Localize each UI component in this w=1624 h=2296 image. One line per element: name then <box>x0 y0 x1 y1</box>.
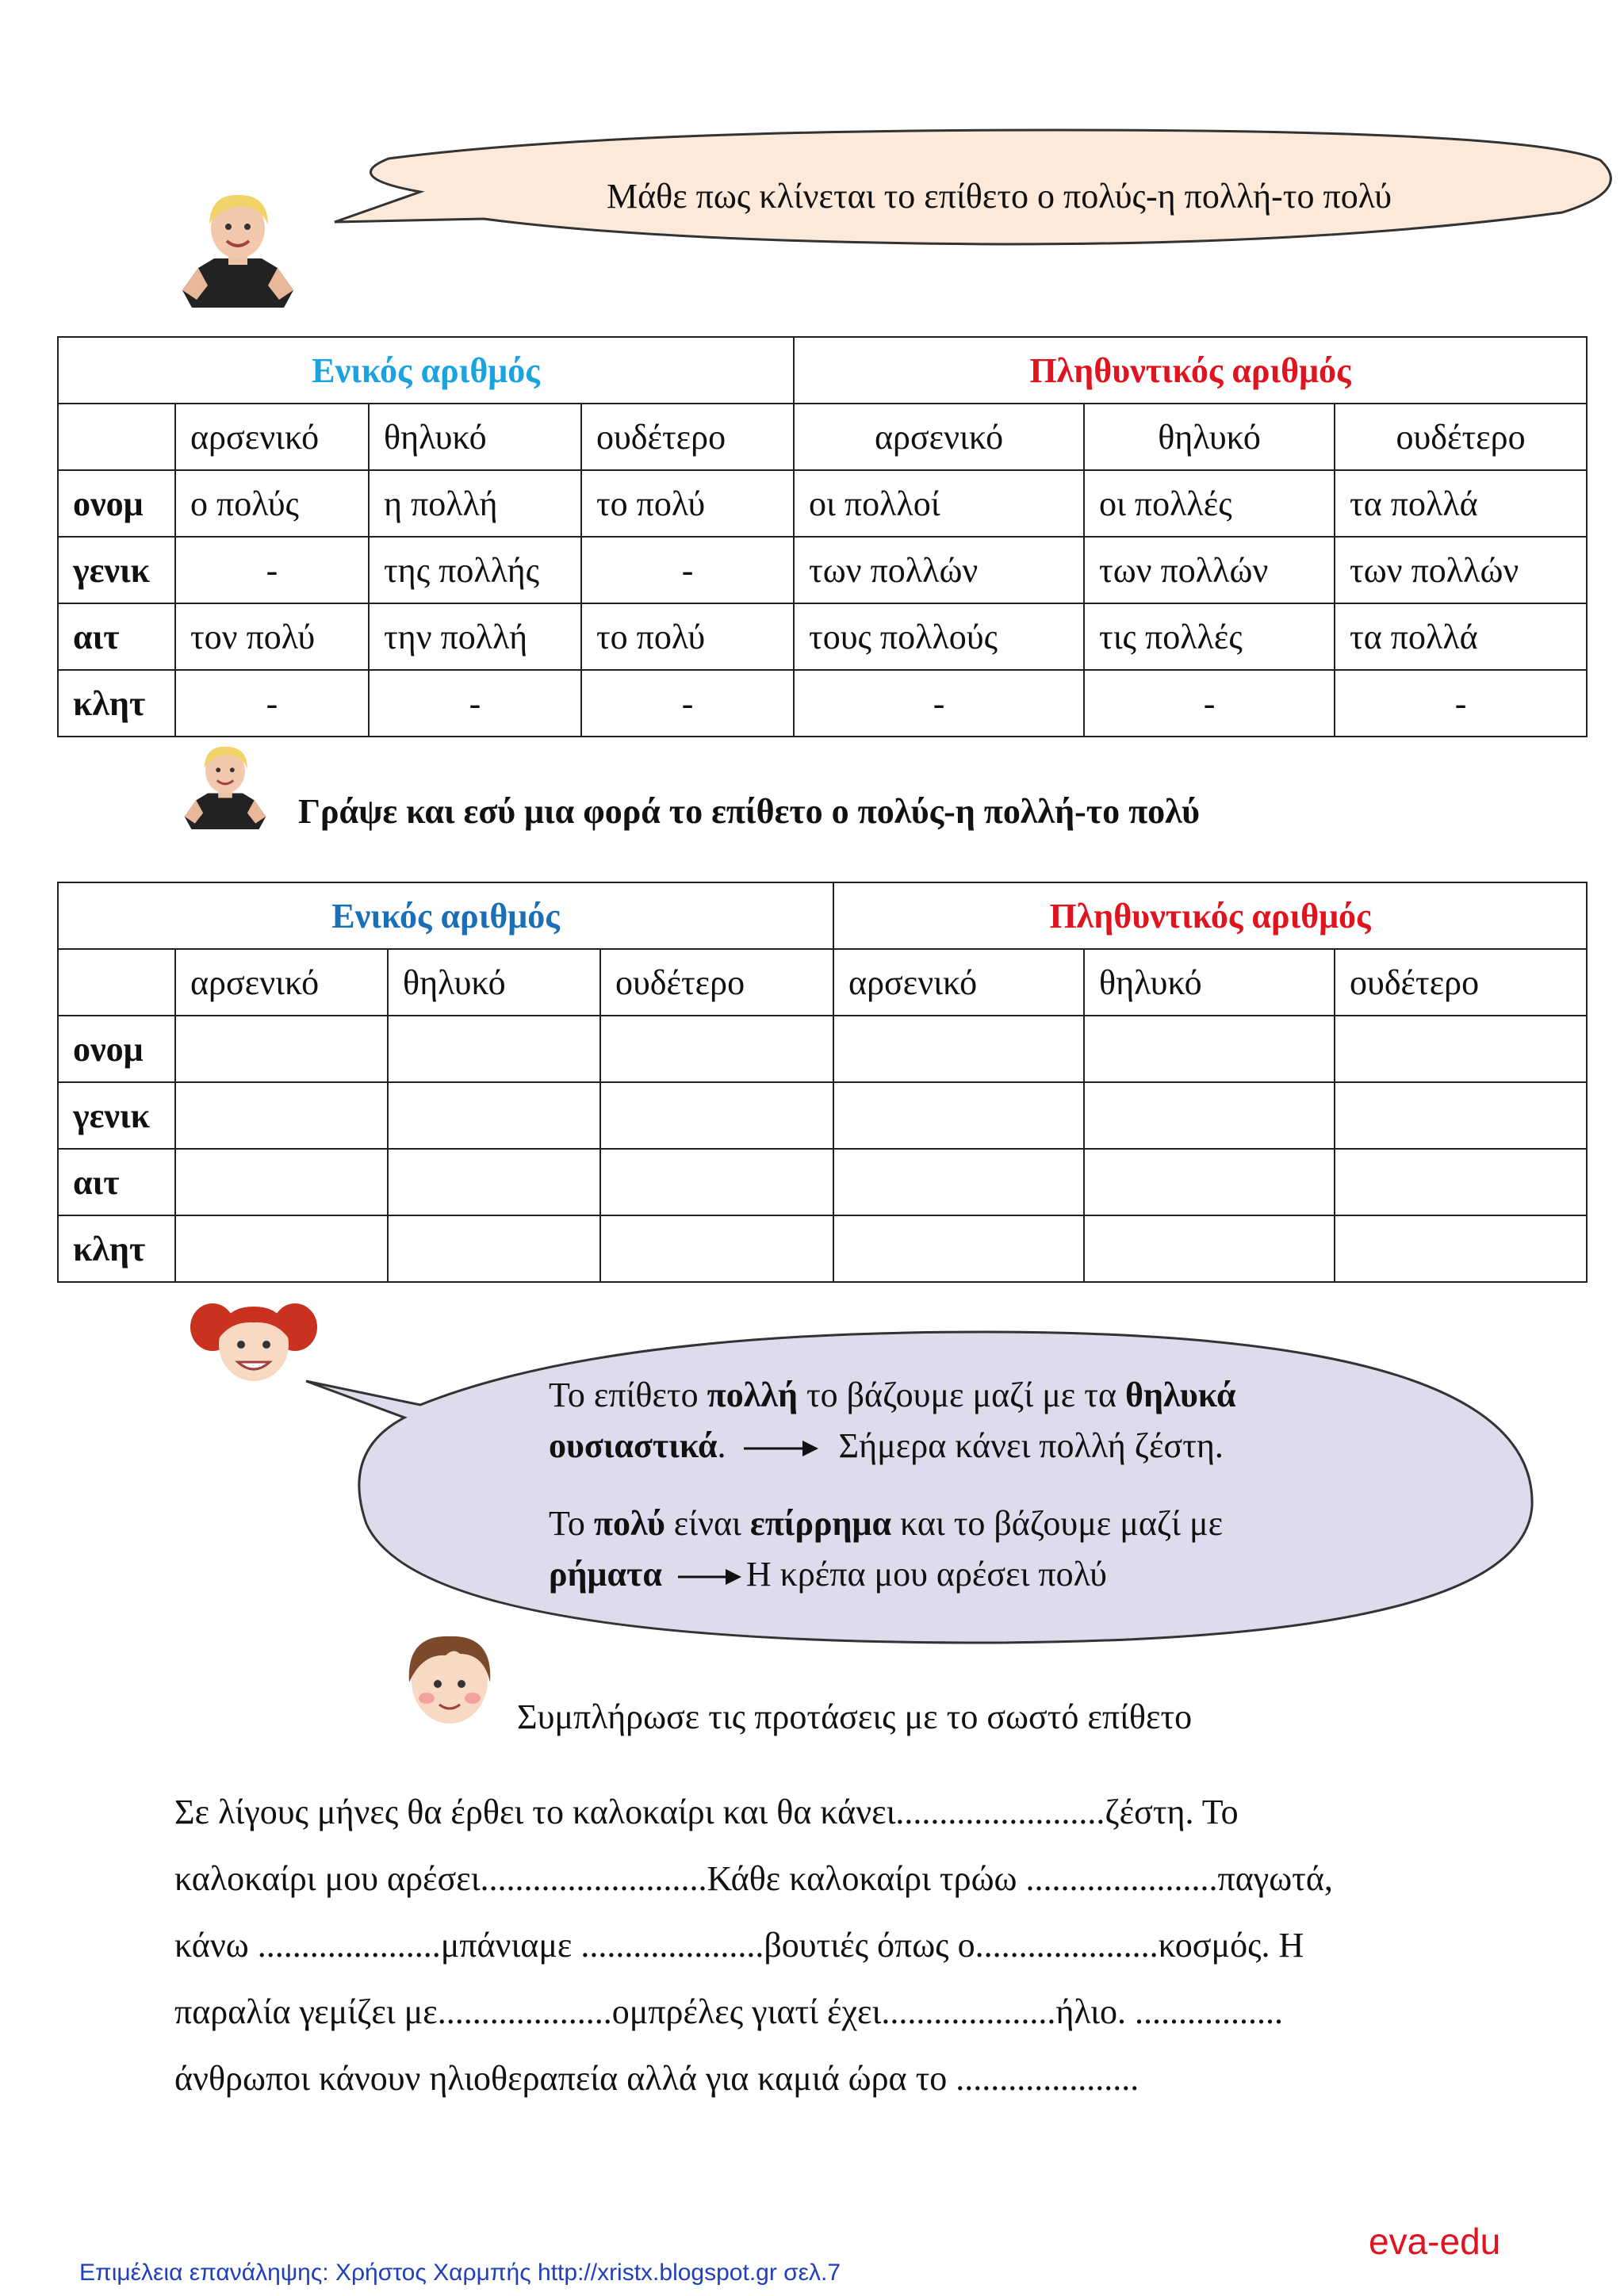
blank-cell[interactable] <box>388 1082 600 1149</box>
case-label: αιτ <box>58 1149 175 1215</box>
table-cell: οι πολλές <box>1084 470 1335 537</box>
table-cell: τις πολλές <box>1084 603 1335 670</box>
table-cell: την πολλή <box>369 603 581 670</box>
table-row <box>58 470 1587 537</box>
blank-cell[interactable] <box>1335 1082 1587 1149</box>
note-line <box>549 1554 1500 1595</box>
case-label: ονομ <box>58 470 175 537</box>
note-text: είναι <box>665 1504 750 1543</box>
declension-table <box>57 336 1588 737</box>
table-row <box>58 603 1587 670</box>
empty-corner-cell <box>58 404 175 470</box>
gender-header: ουδέτερο <box>581 404 794 470</box>
blank-cell[interactable] <box>833 1016 1084 1082</box>
gender-header-row <box>58 949 1587 1016</box>
note-line <box>549 1425 1500 1467</box>
note-text: . <box>717 1426 726 1465</box>
table-cell: - <box>1084 670 1335 737</box>
blank-cell[interactable] <box>1335 1215 1587 1282</box>
table-cell: - <box>175 537 369 603</box>
gender-header: θηλυκό <box>369 404 581 470</box>
gender-header: θηλυκό <box>1084 949 1335 1016</box>
blank-cell[interactable] <box>388 1215 600 1282</box>
table-cell: τους πολλούς <box>794 603 1084 670</box>
blank-cell[interactable] <box>1084 1016 1335 1082</box>
case-label: κλητ <box>58 670 175 737</box>
table-cell: το πολύ <box>581 470 794 537</box>
case-label: κλητ <box>58 1215 175 1282</box>
table-cell: τον πολύ <box>175 603 369 670</box>
table-row <box>58 537 1587 603</box>
footer-credit: Επιμέλεια επανάληψης: Χρήστος Χαρμπής http://xristx.blogspot.gr σελ.7 <box>79 2260 841 2286</box>
number-header-row <box>58 882 1587 949</box>
blank-cell[interactable] <box>1084 1149 1335 1215</box>
blank-cell[interactable] <box>833 1082 1084 1149</box>
note-text: Το επίθετο <box>549 1376 707 1414</box>
gender-header: θηλυκό <box>1084 404 1335 470</box>
table-cell: οι πολλοί <box>794 470 1084 537</box>
blank-cell[interactable] <box>833 1215 1084 1282</box>
blank-cell[interactable] <box>175 1215 388 1282</box>
exercise-line: παραλία γεμίζει με....................ομπρέλες γιατί έχει....................ήλιο. ................. <box>174 1992 1283 2031</box>
arrow-right-icon <box>676 1566 743 1590</box>
number-header-row <box>58 337 1587 404</box>
plural-header: Πληθυντικός αριθμός <box>833 882 1587 949</box>
intro-text: Μάθε πως κλίνεται το επίθετο ο πολύς-η πολλή-το πολύ <box>606 177 1392 216</box>
gender-header: αρσενικό <box>175 404 369 470</box>
exercise-line: άνθρωποι κάνουν ηλιοθεραπεία αλλά για καμιά ώρα το ..................... <box>174 2059 1139 2098</box>
exercise-text <box>174 1779 1602 2112</box>
case-label: γενικ <box>58 1082 175 1149</box>
table-cell: - <box>369 670 581 737</box>
exercise-line: κάνω .....................μπάνιαμε .....................βουτιές όπως ο.....................κοσμός. Η <box>174 1926 1304 1965</box>
note-example: Σήμερα κάνει πολλή ζέστη. <box>838 1426 1224 1465</box>
blank-cell[interactable] <box>175 1082 388 1149</box>
table-cell: των πολλών <box>794 537 1084 603</box>
blank-cell[interactable] <box>388 1016 600 1082</box>
note-keyword: πολλή <box>707 1376 798 1414</box>
note-line <box>549 1503 1500 1544</box>
table-cell: της πολλής <box>369 537 581 603</box>
blank-cell[interactable] <box>600 1082 833 1149</box>
blank-cell[interactable] <box>175 1149 388 1215</box>
table-row <box>58 670 1587 737</box>
note-keyword: ρήματα <box>549 1555 662 1594</box>
blank-cell[interactable] <box>388 1149 600 1215</box>
gender-header: ουδέτερο <box>600 949 833 1016</box>
gender-header: αρσενικό <box>833 949 1084 1016</box>
note-line <box>549 1375 1500 1416</box>
note-text: το βάζουμε μαζί με τα <box>797 1376 1126 1414</box>
exercise-instruction: Συμπλήρωσε τις προτάσεις με το σωστό επίθετο <box>517 1697 1193 1736</box>
note-keyword: επίρρημα <box>749 1504 892 1543</box>
note-text: και το βάζουμε μαζί με <box>891 1504 1224 1543</box>
blank-cell[interactable] <box>1084 1215 1335 1282</box>
table-cell: το πολύ <box>581 603 794 670</box>
table-cell: η πολλή <box>369 470 581 537</box>
note-paragraph-2 <box>549 1503 1500 1595</box>
blank-cell[interactable] <box>833 1149 1084 1215</box>
table-row <box>58 1215 1587 1282</box>
table-row <box>58 1016 1587 1082</box>
blank-cell[interactable] <box>1335 1016 1587 1082</box>
teacher-avatar-small <box>178 742 273 829</box>
note-keyword: ουσιαστικά <box>549 1426 718 1465</box>
case-label: αιτ <box>58 603 175 670</box>
note-keyword: πολύ <box>593 1504 665 1543</box>
exercise-line: καλοκαίρι μου αρέσει..........................Κάθε καλοκαίρι τρώω ......................παγωτά, <box>174 1859 1333 1898</box>
gender-header: θηλυκό <box>388 949 600 1016</box>
blank-cell[interactable] <box>600 1149 833 1215</box>
empty-corner-cell <box>58 949 175 1016</box>
note-bubble <box>301 1316 1538 1649</box>
gender-header-row <box>58 404 1587 470</box>
table-cell: τα πολλά <box>1335 470 1587 537</box>
table-cell: τα πολλά <box>1335 603 1587 670</box>
gender-header: ουδέτερο <box>1335 949 1587 1016</box>
teacher-avatar <box>174 189 301 308</box>
exercise-line: Σε λίγους μήνες θα έρθει το καλοκαίρι και θα κάνει........................ζέστη. Το <box>174 1793 1239 1831</box>
table-row <box>58 1149 1587 1215</box>
table-cell: - <box>581 537 794 603</box>
table-cell: - <box>794 670 1084 737</box>
blank-cell[interactable] <box>1335 1149 1587 1215</box>
blank-cell[interactable] <box>600 1016 833 1082</box>
boy-avatar <box>398 1627 501 1730</box>
note-text: Το <box>549 1504 594 1543</box>
gender-header: αρσενικό <box>175 949 388 1016</box>
blank-cell[interactable] <box>600 1215 833 1282</box>
note-example: Η κρέπα μου αρέσει πολύ <box>745 1555 1107 1594</box>
note-keyword: θηλυκά <box>1125 1376 1236 1414</box>
singular-header: Ενικός αριθμός <box>58 337 794 404</box>
gender-header: ουδέτερο <box>1335 404 1587 470</box>
table-row <box>58 1082 1587 1149</box>
case-label: ονομ <box>58 1016 175 1082</box>
singular-header: Ενικός αριθμός <box>58 882 833 949</box>
table-cell: - <box>581 670 794 737</box>
table-cell: - <box>175 670 369 737</box>
table-cell: των πολλών <box>1084 537 1335 603</box>
plural-header: Πληθυντικός αριθμός <box>794 337 1587 404</box>
practice-table <box>57 882 1588 1283</box>
instruction-write: Γράψε και εσύ μια φορά το επίθετο ο πολύς-η πολλή-το πολύ <box>298 792 1200 831</box>
note-paragraph-1 <box>549 1375 1500 1467</box>
table-cell: - <box>1335 670 1587 737</box>
table-cell: ο πολύς <box>175 470 369 537</box>
brand-label: eva-edu <box>1369 2221 1501 2262</box>
gender-header: αρσενικό <box>794 404 1084 470</box>
table-cell: των πολλών <box>1335 537 1587 603</box>
blank-cell[interactable] <box>1084 1082 1335 1149</box>
arrow-right-icon <box>742 1437 822 1461</box>
case-label: γενικ <box>58 537 175 603</box>
blank-cell[interactable] <box>175 1016 388 1082</box>
